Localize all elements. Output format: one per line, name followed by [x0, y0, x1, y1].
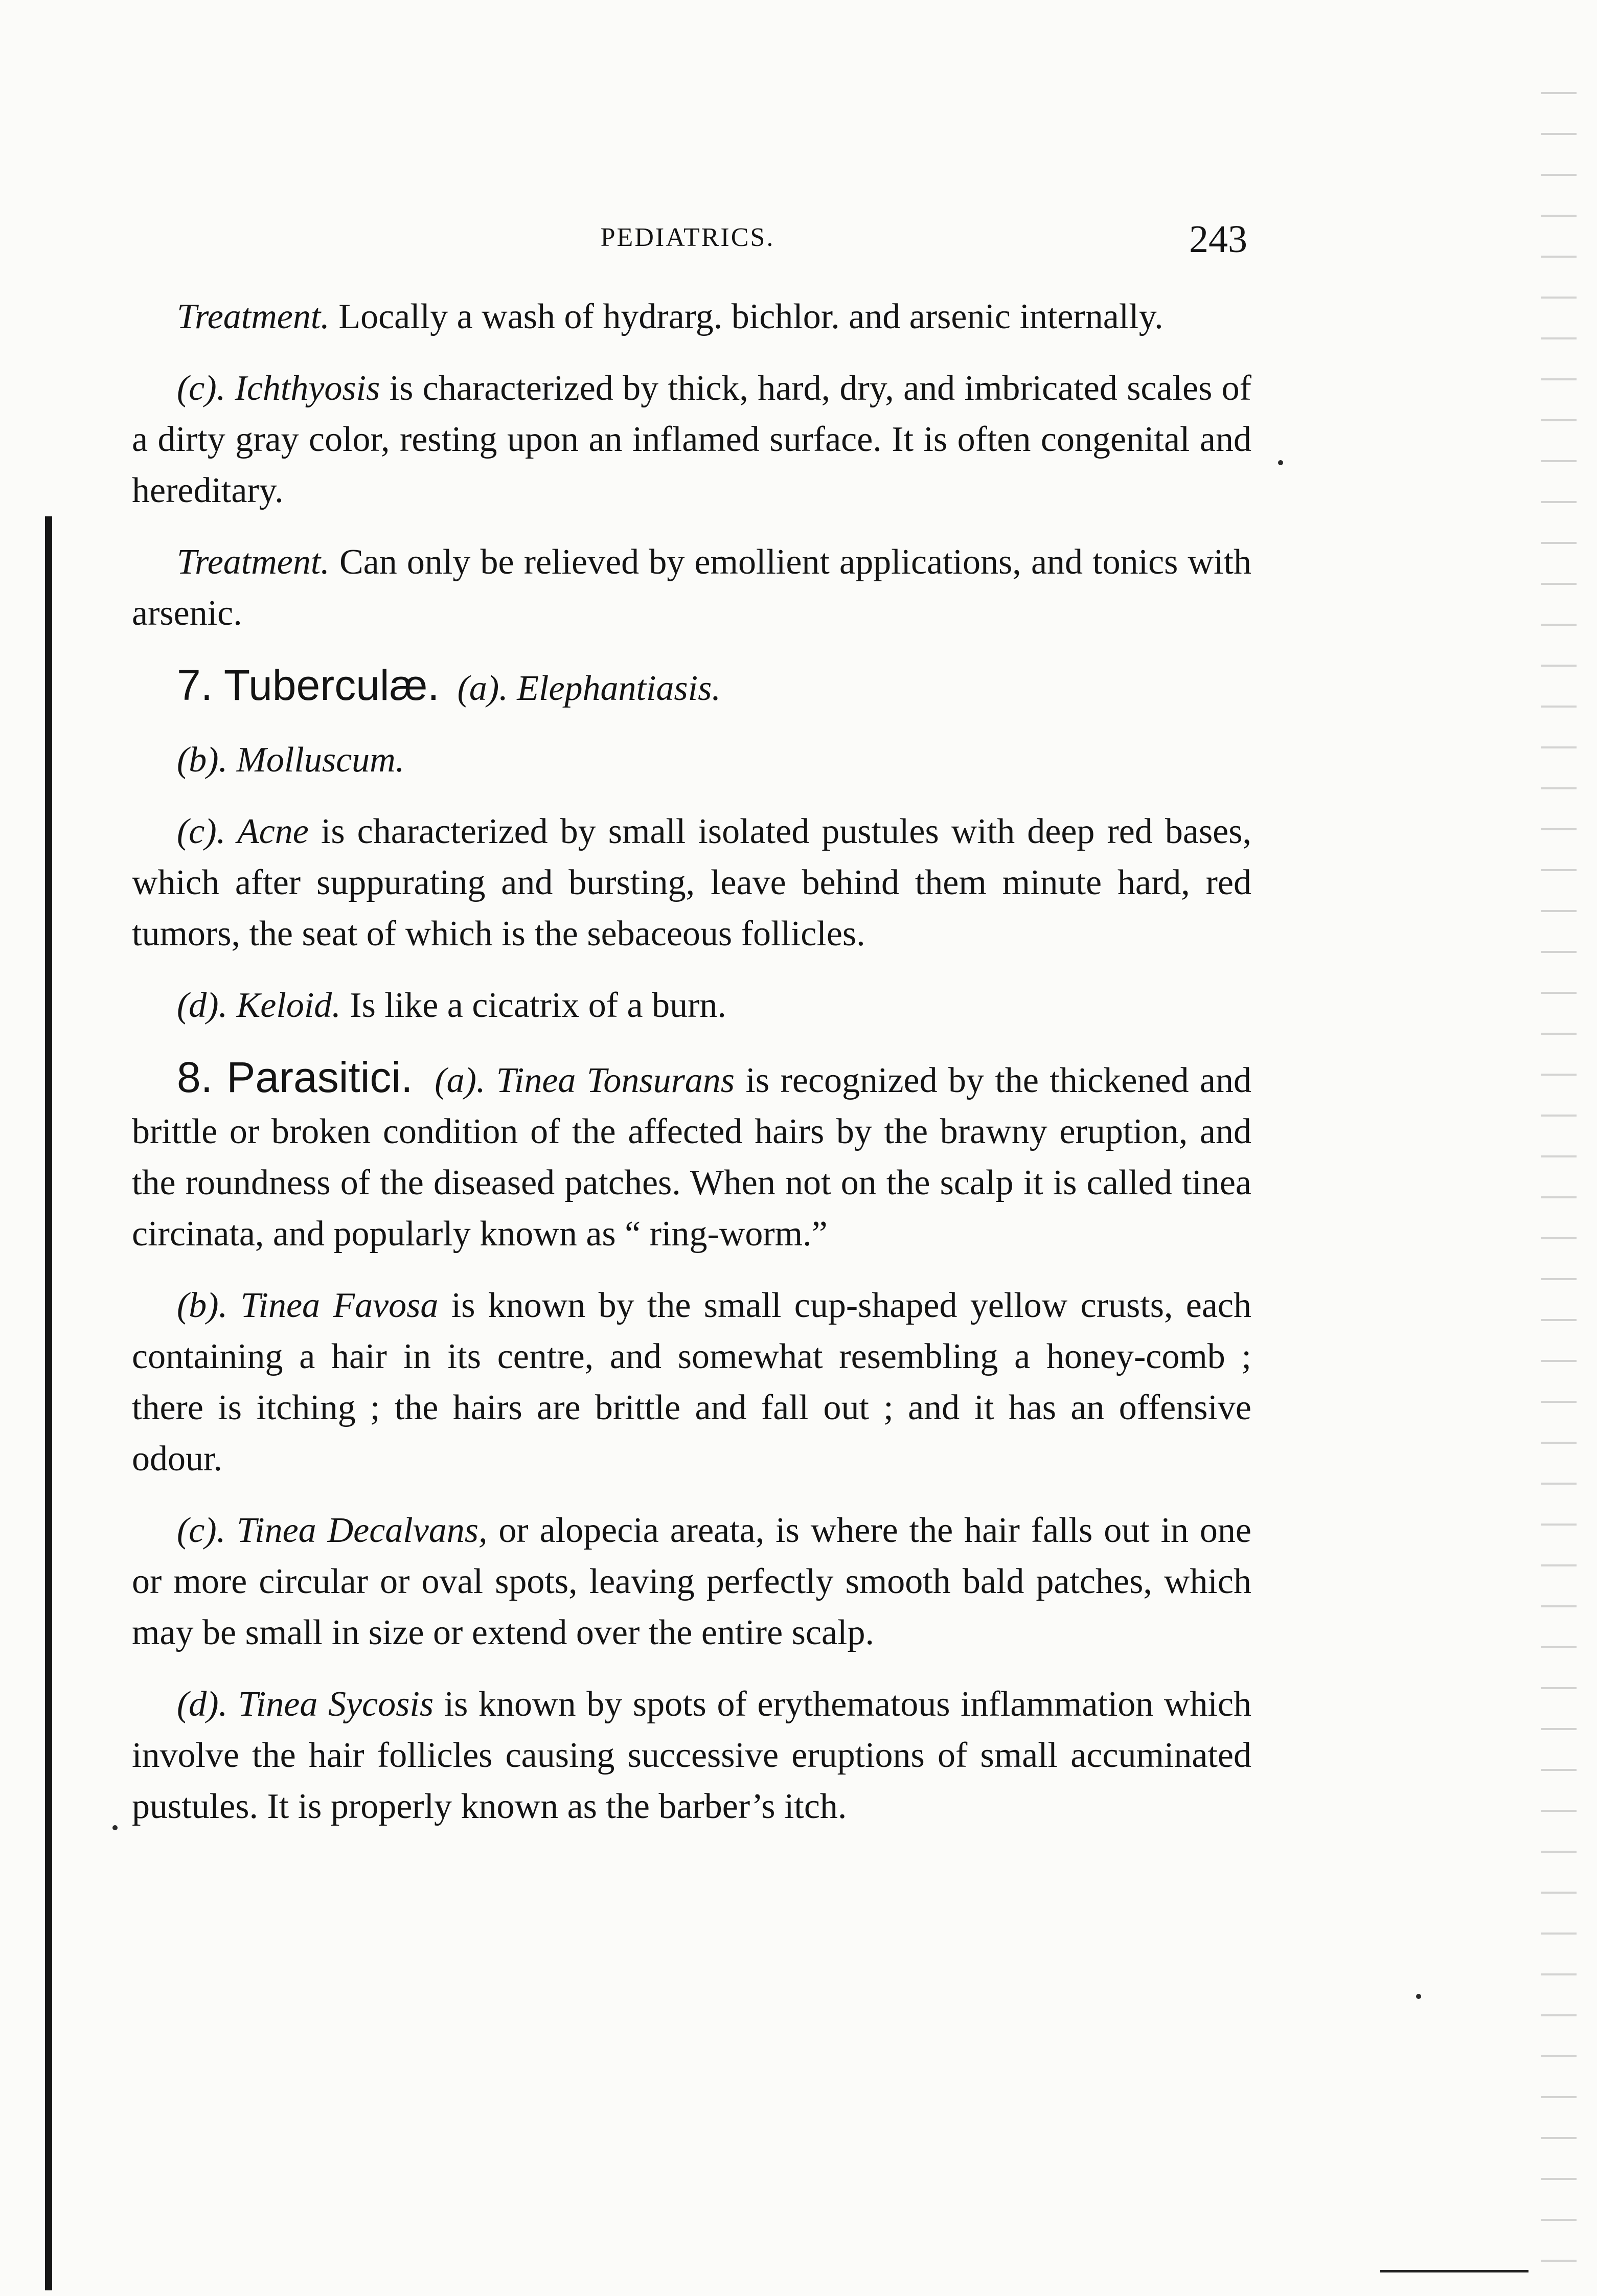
print-speck	[1278, 460, 1283, 465]
paragraph-acne	[132, 806, 1251, 960]
paragraph-text: or alopecia areata, is where the hair falls out in one or more circular or oval spots, leaving perfectly smooth bald patches, which may be small in size or extend over the entire scalp.	[132, 1511, 1251, 1652]
paragraph-tinea-decalvans	[132, 1505, 1251, 1658]
paragraph-text: is characterized by thick, hard, dry, and imbricated scales of a dirty gray color, resting upon an inflamed surface. It is often congenital and hereditary.	[132, 369, 1251, 510]
paragraph-text: is characterized by small isolated pustules with deep red bases, which after suppurating and bursting, leave behind them minute hard, red tumors, the seat of which is the sebaceous follicles.	[132, 812, 1251, 953]
page-number: 243	[1189, 218, 1247, 261]
paragraph-treatment-2	[132, 537, 1251, 639]
paragraph-lead: (c). Ichthyosis	[177, 369, 380, 408]
body-text	[132, 291, 1251, 1853]
print-speck	[112, 1825, 118, 1830]
bottom-rule	[1380, 2270, 1528, 2272]
paragraph-tinea-sycosis	[132, 1679, 1251, 1832]
paragraph-text: is known by spots of erythematous inflammation which involve the hair follicles causing successive eruptions of small accuminated pustules. It is properly known as the barber’s itch.	[132, 1685, 1251, 1826]
paragraph-text: Is like a cicatrix of a burn.	[340, 986, 726, 1025]
section-heading: 8. Parasitici.	[177, 1053, 413, 1101]
paragraph-treatment-1	[132, 291, 1251, 343]
paragraph-parasitici	[132, 1052, 1251, 1260]
paragraph-ichthyosis	[132, 363, 1251, 516]
paragraph-lead: (b). Molluscum.	[177, 740, 405, 780]
paragraph-text: Locally a wash of hydrarg. bichlor. and arsenic internally.	[329, 297, 1163, 336]
paragraph-text: is known by the small cup-shaped yellow crusts, each containing a hair in its centre, and somewhat resembling a honey-comb ; there is itching ; the hairs are brittle and fall out ; and it has an offensive odour.	[132, 1286, 1251, 1479]
binding-edge	[1541, 77, 1577, 2275]
paragraph-text: is recognized by the thickened and brittle or broken condition of the affected hairs by the brawny eruption, and the roundness of the diseased patches. When not on the scalp it is called tinea circinata, and popularly known as “ ring-worm.”	[132, 1061, 1251, 1254]
paragraph-lead: Treatment.	[177, 297, 330, 336]
section-heading: 7. Tuberculæ.	[177, 661, 440, 709]
paragraph-lead: (c). Tinea Decalvans,	[177, 1511, 488, 1550]
paragraph-lead: Treatment.	[177, 542, 330, 582]
margin-line	[45, 516, 52, 2290]
paragraph-text: Can only be relieved by emollient applications, and tonics with arsenic.	[132, 542, 1251, 633]
paragraph-keloid	[132, 980, 1251, 1031]
paragraph-lead: (a). Tinea Tonsurans	[435, 1061, 735, 1100]
running-title: PEDIATRICS.	[600, 223, 775, 252]
paragraph-lead: (c). Acne	[177, 812, 309, 851]
paragraph-lead: (b). Tinea Favosa	[177, 1286, 439, 1325]
paragraph-lead: (a). Elephantiasis.	[457, 669, 721, 708]
paragraph-molluscum	[132, 735, 1251, 786]
paragraph-tinea-favosa	[132, 1280, 1251, 1485]
paragraph-tuberculae	[132, 660, 1251, 714]
paragraph-lead: (d). Tinea Sycosis	[177, 1685, 434, 1724]
paragraph-lead: (d). Keloid.	[177, 986, 341, 1025]
print-speck	[1416, 1994, 1421, 1999]
page-header	[128, 217, 1247, 263]
